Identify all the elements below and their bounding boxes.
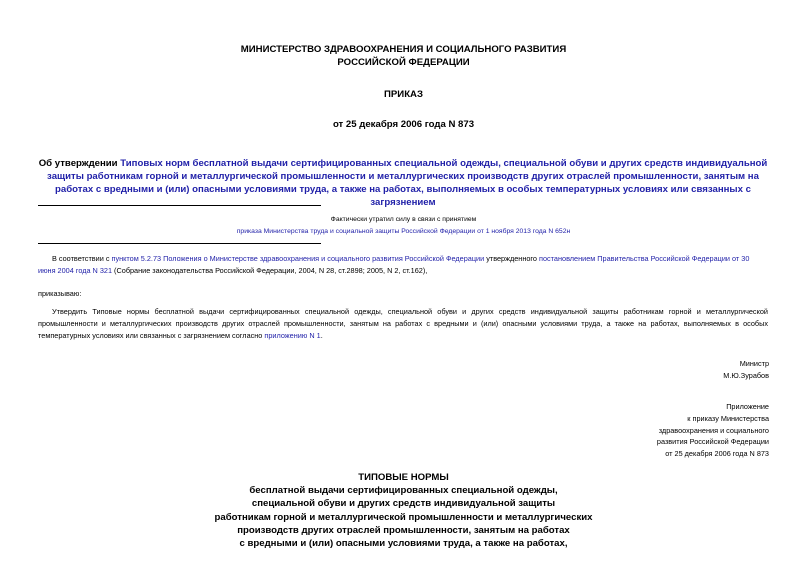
approval-paragraph xyxy=(38,306,768,341)
order-title: ПРИКАЗ xyxy=(384,89,423,100)
norms-heading xyxy=(0,471,807,550)
appendix-line-4: развития Российской Федерации xyxy=(656,437,769,447)
signature-name: М.Ю.Зурабов xyxy=(723,370,769,380)
order-word: приказываю: xyxy=(38,289,82,298)
norms-line-2: специальной обуви и других средств индивидуальной защиты xyxy=(251,498,556,510)
ministry-line-1: МИНИСТЕРСТВО ЗДРАВООХРАНЕНИЯ И СОЦИАЛЬНОГО РАЗВИТИЯ xyxy=(240,44,567,55)
order-date: от 25 декабря 2006 года N 873 xyxy=(332,119,475,130)
approval-text: Утвердить Типовые нормы бесплатной выдачи сертифицированных специальной одежды, специальной обуви и других средств индивидуальной защиты работникам горной и металлургической промышленности и металлургических производств других отраслей промышленности, занятым на работах с вредными и (или) опасными условиями труда, а также на работах, выполняемых в особых температурных условиях или связанных с загрязнением согласно xyxy=(38,307,768,340)
lost-force-text: Фактически утратил силу в связи с принятием xyxy=(330,216,477,223)
approval-end: . xyxy=(320,330,323,340)
appendix-line-2: к приказу Министерства xyxy=(687,413,769,423)
subject-link-title[interactable]: Типовых норм бесплатной выдачи сертифицированных специальной одежды, специальной обуви и других средств индивидуальной защиты работникам горной и металлургической промышленности и металлургических производств других отраслей промышленности, занятым на работах с вредными и (или) опасными условиями труда, а также на работах, выполняемых в особых температурных условиях или связанных с загрязнением xyxy=(47,158,768,208)
preamble-link-regulation[interactable]: пунктом 5.2.73 Положения о Министерстве здравоохранения и социального развития Российской Федерации xyxy=(111,254,485,263)
order-subject xyxy=(38,157,768,209)
divider-top xyxy=(38,205,321,206)
norms-line-5: с вредными и (или) опасными условиями труда, а также на работах, xyxy=(239,538,568,550)
norms-title: ТИПОВЫЕ НОРМЫ xyxy=(358,472,449,483)
preamble-text-3: (Собрание законодательства Российской Федерации, 2004, N 28, ст.2898; 2005, N 2, ст.162), xyxy=(112,265,428,275)
preamble-link-decree[interactable]: постановлением Правительства Российской Федерации от 30 июня 2004 года N 321 xyxy=(38,254,750,275)
norms-line-4: производств других отраслей промышленности, занятым на работах xyxy=(237,524,570,536)
lost-force-link[interactable]: приказа Министерства труда и социальной защиты Российской Федерации от 1 ноября 2013 года N 652н xyxy=(236,227,571,235)
appendix-line-3: здравоохранения и социального xyxy=(658,425,769,435)
signature-block xyxy=(723,358,769,382)
subject-prefix: Об утверждении xyxy=(38,158,118,169)
signature-position: Министр xyxy=(739,359,769,368)
preamble-text-1: В соответствии с xyxy=(52,254,112,263)
appendix-line-1: Приложение xyxy=(726,402,769,411)
ministry-line-2: РОССИЙСКОЙ ФЕДЕРАЦИИ xyxy=(337,57,470,68)
norms-line-1: бесплатной выдачи сертифицированных специальной одежды, xyxy=(249,485,558,497)
preamble-paragraph xyxy=(38,253,768,277)
ministry-header xyxy=(0,43,807,69)
norms-line-3: работникам горной и металлургической промышленности и металлургических xyxy=(214,511,593,523)
appendix-link[interactable]: приложению N 1 xyxy=(264,330,321,340)
lost-force-note xyxy=(0,214,807,237)
preamble-text-2: утвержденного xyxy=(484,254,540,263)
appendix-line-5: от 25 декабря 2006 года N 873 xyxy=(665,449,769,459)
divider-bottom xyxy=(38,243,321,244)
appendix-block xyxy=(657,401,769,460)
